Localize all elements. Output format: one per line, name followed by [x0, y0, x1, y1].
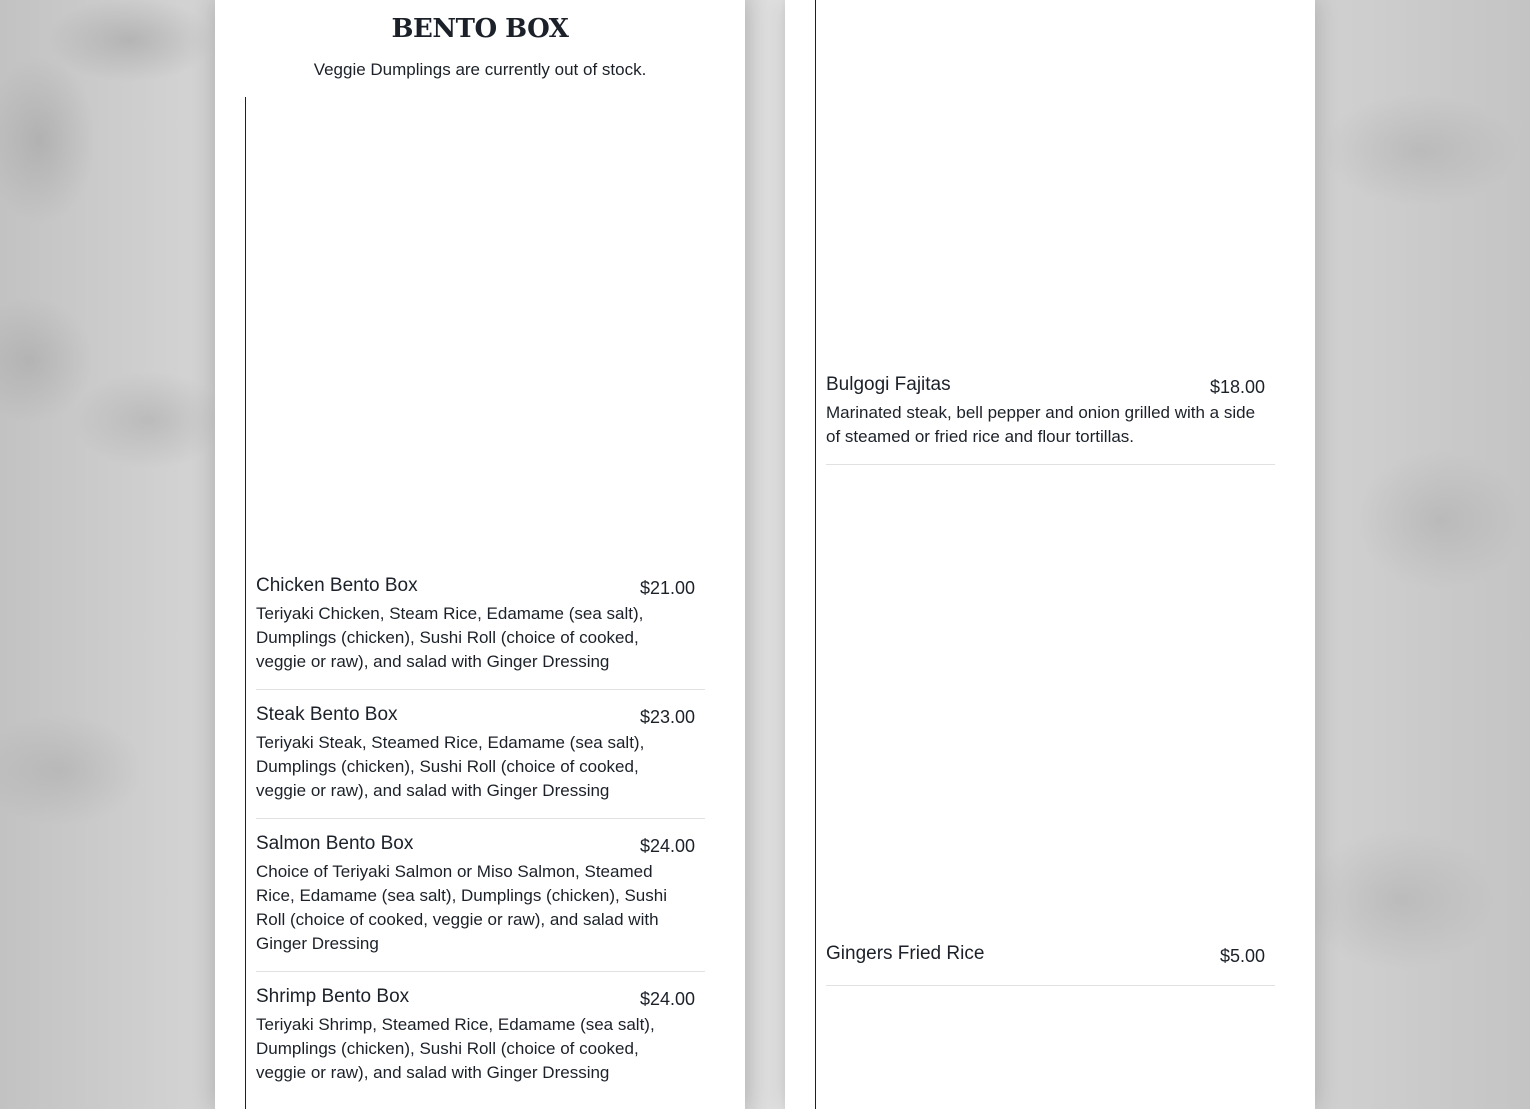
item-description: Marinated steak, bell pepper and onion grilled with a side of steamed or fried rice and flour tortillas. — [826, 403, 1256, 446]
menu-item-gingers-fried-rice[interactable] — [826, 943, 1275, 986]
item-price: $24.00 — [639, 836, 695, 856]
stock-notice: Veggie Dumplings are currently out of stock. — [313, 60, 647, 79]
section-title: BENTO BOX — [391, 14, 569, 44]
item-description: Teriyaki Shrimp, Steamed Rice, Edamame (sea salt), Dumplings (chicken), Sushi Roll (choice of cooked, veggie or raw), and salad with Ginger Dressing — [256, 1015, 655, 1082]
item-name: Gingers Fried Rice — [826, 943, 985, 964]
menu-panel-right — [785, 0, 1315, 1109]
item-price: $5.00 — [1219, 946, 1265, 966]
item-name: Bulgogi Fajitas — [826, 374, 951, 395]
menu-item-steak-bento-box[interactable] — [256, 704, 705, 819]
menu-item-salmon-bento-box[interactable] — [256, 833, 705, 972]
menu-item-shrimp-bento-box[interactable] — [256, 986, 705, 1109]
item-price: $24.00 — [639, 989, 695, 1009]
menu-item-bulgogi-fajitas[interactable] — [826, 374, 1275, 465]
divider-line — [245, 97, 246, 1109]
bento-box-panel — [215, 0, 745, 1109]
item-name: Shrimp Bento Box — [256, 986, 410, 1007]
item-price: $18.00 — [1209, 377, 1265, 397]
item-name: Steak Bento Box — [256, 704, 398, 725]
item-price: $21.00 — [639, 578, 695, 598]
item-name: Chicken Bento Box — [256, 575, 418, 596]
item-name: Salmon Bento Box — [256, 833, 414, 854]
item-description: Choice of Teriyaki Salmon or Miso Salmon, Steamed Rice, Edamame (sea salt), Dumplings (chicken), Sushi Roll (choice of cooked, veggie or raw), and salad with Ginger Dressing — [256, 862, 667, 953]
menu-item-chicken-bento-box[interactable] — [256, 575, 705, 690]
item-price: $23.00 — [639, 707, 695, 727]
divider-line — [815, 0, 816, 1109]
item-description: Teriyaki Steak, Steamed Rice, Edamame (sea salt), Dumplings (chicken), Sushi Roll (choice of cooked, veggie or raw), and salad with Ginger Dressing — [256, 733, 645, 800]
item-description: Teriyaki Chicken, Steam Rice, Edamame (sea salt), Dumplings (chicken), Sushi Roll (choice of cooked, veggie or raw), and salad with Ginger Dressing — [256, 604, 644, 671]
